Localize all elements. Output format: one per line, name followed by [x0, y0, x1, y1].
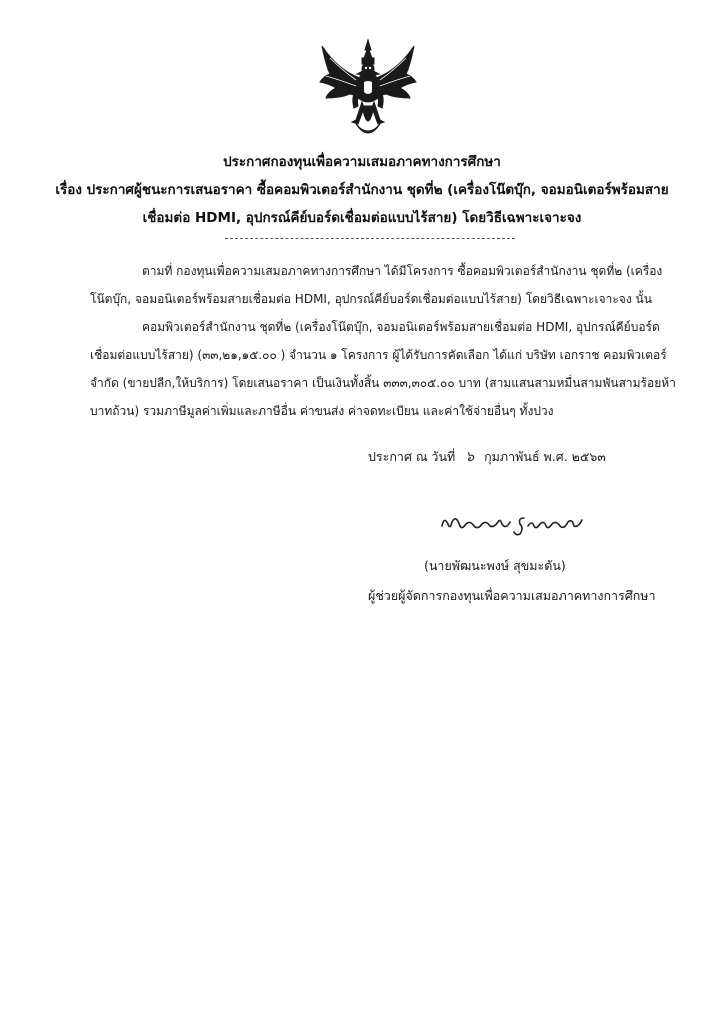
announcement-date — [368, 446, 606, 468]
signer-position: ผู้ช่วยผู้จัดการกองทุนเพื่อความเสมอภาคทางการศึกษา — [368, 588, 656, 603]
date-suffix: กุมภาพันธ์ พ.ศ. ๒๕๖๓ — [484, 449, 606, 464]
body-line: ตามที่ กองทุนเพื่อความเสมอภาคทางการศึกษา ได้มีโครงการ ซื้อคอมพิวเตอร์สำนักงาน ชุดที่๒ (เครื่อง — [142, 264, 663, 278]
subject-line-2: เชื่อมต่อ HDMI, อุปกรณ์คีย์บอร์ดเชื่อมต่อแบบไร้สาย) โดยวิธีเฉพาะเจาะจง — [142, 210, 582, 226]
garuda-emblem-icon — [316, 36, 420, 144]
body-line: บาทถ้วน) รวมภาษีมูลค่าเพิ่มและภาษีอื่น ค่าขนส่ง ค่าจดทะเบียน และค่าใช้จ่ายอื่นๆ ทั้งปวง — [90, 404, 554, 418]
date-prefix: ประกาศ ณ วันที่ — [368, 449, 456, 464]
handwritten-signature-icon — [438, 508, 588, 538]
body-line: โน๊ตบุ๊ก, จอมอนิเตอร์พร้อมสายเชื่อมต่อ HDMI, อุปกรณ์คีย์บอร์ดเชื่อมต่อแบบไร้สาย) โดยวิธีเฉพาะเจาะจง นั้น — [90, 292, 652, 306]
signer-name: (นายพัฒนะพงษ์ สุขมะดัน) — [424, 558, 566, 573]
announcement-title: ประกาศกองทุนเพื่อความเสมอภาคทางการศึกษา — [223, 154, 501, 170]
date-day: ๖ — [465, 449, 475, 465]
body-line: คอมพิวเตอร์สำนักงาน ชุดที่๒ (เครื่องโน๊ตบุ๊ก, จอมอนิเตอร์พร้อมสายเชื่อมต่อ HDMI, อุปกรณ์คีย์บอร์ด — [142, 320, 660, 334]
dashed-divider — [225, 238, 515, 239]
subject-line-1: เรื่อง ประกาศผู้ชนะการเสนอราคา ซื้อคอมพิวเตอร์สำนักงาน ชุดที่๒ (เครื่องโน๊ตบุ๊ก, จอมอนิเตอร์พร้อมสาย — [55, 182, 669, 198]
body-line: เชื่อมต่อแบบไร้สาย) (๓๓,๒๑,๑๕.๐๐ ) จำนวน ๑ โครงการ ผู้ได้รับการคัดเลือก ได้แก่ บริษัท เอกราช คอมพิวเตอร์ — [90, 348, 667, 362]
body-line: จำกัด (ขายปลีก,ให้บริการ) โดยเสนอราคา เป็นเงินทั้งสิ้น ๓๓๓,๓๐๕.๐๐ บาท (สามแสนสามหมื่นสามพันสามร้อยห้า — [90, 376, 676, 390]
